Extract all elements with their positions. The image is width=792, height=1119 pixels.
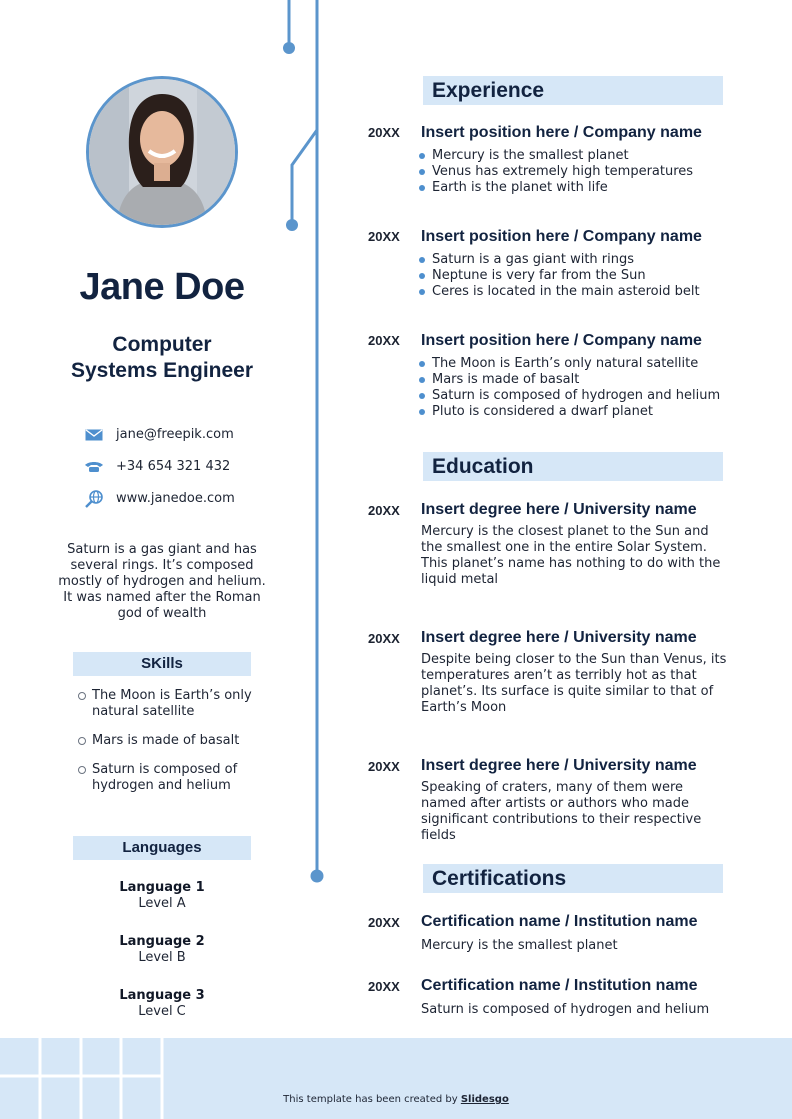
job-title-line-2: Systems Engineer bbox=[70, 359, 254, 382]
circle-bullet-icon bbox=[78, 692, 86, 700]
dot-bullet-icon bbox=[419, 257, 425, 263]
certification-title: Certification name / Institution name bbox=[421, 913, 698, 930]
footer-credit bbox=[0, 1094, 792, 1105]
dot-bullet-icon bbox=[419, 185, 425, 191]
list-item: Saturn is a gas giant with rings bbox=[419, 252, 700, 268]
dot-bullet-icon bbox=[419, 409, 425, 415]
list-item: Mars is made of basalt bbox=[419, 372, 720, 388]
mail-icon bbox=[84, 428, 104, 442]
list-item: Saturn is composed of hydrogen and helium bbox=[419, 388, 720, 404]
list-item: The Moon is Earth’s only natural satellite bbox=[419, 356, 720, 372]
experience-heading: Experience bbox=[423, 76, 723, 105]
dot-bullet-icon bbox=[419, 153, 425, 159]
circle-bullet-icon bbox=[78, 766, 86, 774]
footer-grid-decoration bbox=[0, 1038, 170, 1119]
dot-bullet-icon bbox=[419, 377, 425, 383]
certification-title: Certification name / Institution name bbox=[421, 977, 698, 994]
language-level: Level C bbox=[138, 1004, 186, 1019]
skills-heading: SKills bbox=[73, 652, 251, 676]
bio-text: Saturn is a gas giant and has several rings. It’s composed mostly of hydrogen and helium. It was named after the Roman god of wealth bbox=[58, 542, 266, 621]
job-title bbox=[40, 332, 284, 384]
language-item bbox=[73, 934, 251, 966]
list-item: Neptune is very far from the Sun bbox=[419, 268, 700, 284]
list-item: Venus has extremely high temperatures bbox=[419, 164, 693, 180]
skill-text: Mars is made of basalt bbox=[92, 733, 240, 748]
skill-item bbox=[78, 688, 268, 720]
list-item: Pluto is considered a dwarf planet bbox=[419, 404, 720, 420]
profile-photo bbox=[86, 76, 238, 228]
list-item: Ceres is located in the main asteroid belt bbox=[419, 284, 700, 300]
list-item: Earth is the planet with life bbox=[419, 180, 693, 196]
contact-phone[interactable] bbox=[84, 459, 230, 474]
globe-icon bbox=[84, 492, 104, 506]
contact-website[interactable] bbox=[84, 491, 235, 506]
footer-credit-prefix: This template has been created by bbox=[283, 1094, 461, 1105]
education-description: Despite being closer to the Sun than Venus, its temperatures aren’t as terribly hot as that planet’s. Its surface is quite similar to that of Earth’s Moon bbox=[421, 652, 727, 715]
certification-description: Saturn is composed of hydrogen and helium bbox=[421, 1002, 710, 1017]
education-description: Speaking of craters, many of them were named after artists or authors who made significant contributions to their respective fields bbox=[421, 780, 702, 843]
language-level: Level A bbox=[138, 896, 186, 911]
education-year: 20XX bbox=[368, 503, 400, 518]
education-heading: Education bbox=[423, 452, 723, 481]
experience-title: Insert position here / Company name bbox=[421, 332, 702, 349]
certification-year: 20XX bbox=[368, 979, 400, 994]
dot-bullet-icon bbox=[419, 273, 425, 279]
education-title: Insert degree here / University name bbox=[421, 501, 697, 518]
contact-phone-text: +34 654 321 432 bbox=[116, 459, 231, 474]
dot-bullet-icon bbox=[419, 289, 425, 295]
experience-bullets bbox=[419, 148, 693, 196]
dot-bullet-icon bbox=[419, 393, 425, 399]
languages-heading: Languages bbox=[73, 836, 251, 860]
experience-bullets bbox=[419, 252, 700, 300]
experience-title: Insert position here / Company name bbox=[421, 228, 702, 245]
dot-bullet-icon bbox=[419, 361, 425, 367]
job-title-line-1: Computer bbox=[112, 333, 212, 356]
education-title: Insert degree here / University name bbox=[421, 757, 697, 774]
person-name: Jane Doe bbox=[79, 266, 245, 308]
dot-bullet-icon bbox=[419, 169, 425, 175]
footer-brand-link[interactable]: Slidesgo bbox=[460, 1094, 509, 1105]
certification-year: 20XX bbox=[368, 915, 400, 930]
language-name: Language 3 bbox=[119, 988, 205, 1003]
language-item bbox=[73, 880, 251, 912]
circle-bullet-icon bbox=[78, 737, 86, 745]
language-name: Language 2 bbox=[119, 934, 205, 949]
education-title: Insert degree here / University name bbox=[421, 629, 697, 646]
skill-item bbox=[78, 762, 268, 794]
contact-email[interactable] bbox=[84, 427, 234, 442]
certifications-heading: Certifications bbox=[423, 864, 723, 893]
education-description: Mercury is the closest planet to the Sun and the smallest one in the entire Solar System. This planet’s name has nothing to do with the liquid metal bbox=[421, 524, 721, 587]
education-year: 20XX bbox=[368, 631, 400, 646]
language-item bbox=[73, 988, 251, 1020]
skill-item bbox=[78, 733, 268, 749]
skill-text: The Moon is Earth’s only natural satellite bbox=[92, 688, 252, 719]
list-item: Mercury is the smallest planet bbox=[419, 148, 693, 164]
experience-year: 20XX bbox=[368, 229, 400, 244]
experience-title: Insert position here / Company name bbox=[421, 124, 702, 141]
phone-icon bbox=[84, 460, 104, 474]
experience-year: 20XX bbox=[368, 333, 400, 348]
skill-text: Saturn is composed of hydrogen and helium bbox=[92, 762, 238, 793]
language-level: Level B bbox=[138, 950, 186, 965]
contact-email-text: jane@freepik.com bbox=[116, 427, 234, 442]
experience-year: 20XX bbox=[368, 125, 400, 140]
contact-website-text: www.janedoe.com bbox=[116, 491, 235, 506]
experience-bullets bbox=[419, 356, 720, 420]
language-name: Language 1 bbox=[119, 880, 205, 895]
certification-description: Mercury is the smallest planet bbox=[421, 938, 618, 953]
education-year: 20XX bbox=[368, 759, 400, 774]
